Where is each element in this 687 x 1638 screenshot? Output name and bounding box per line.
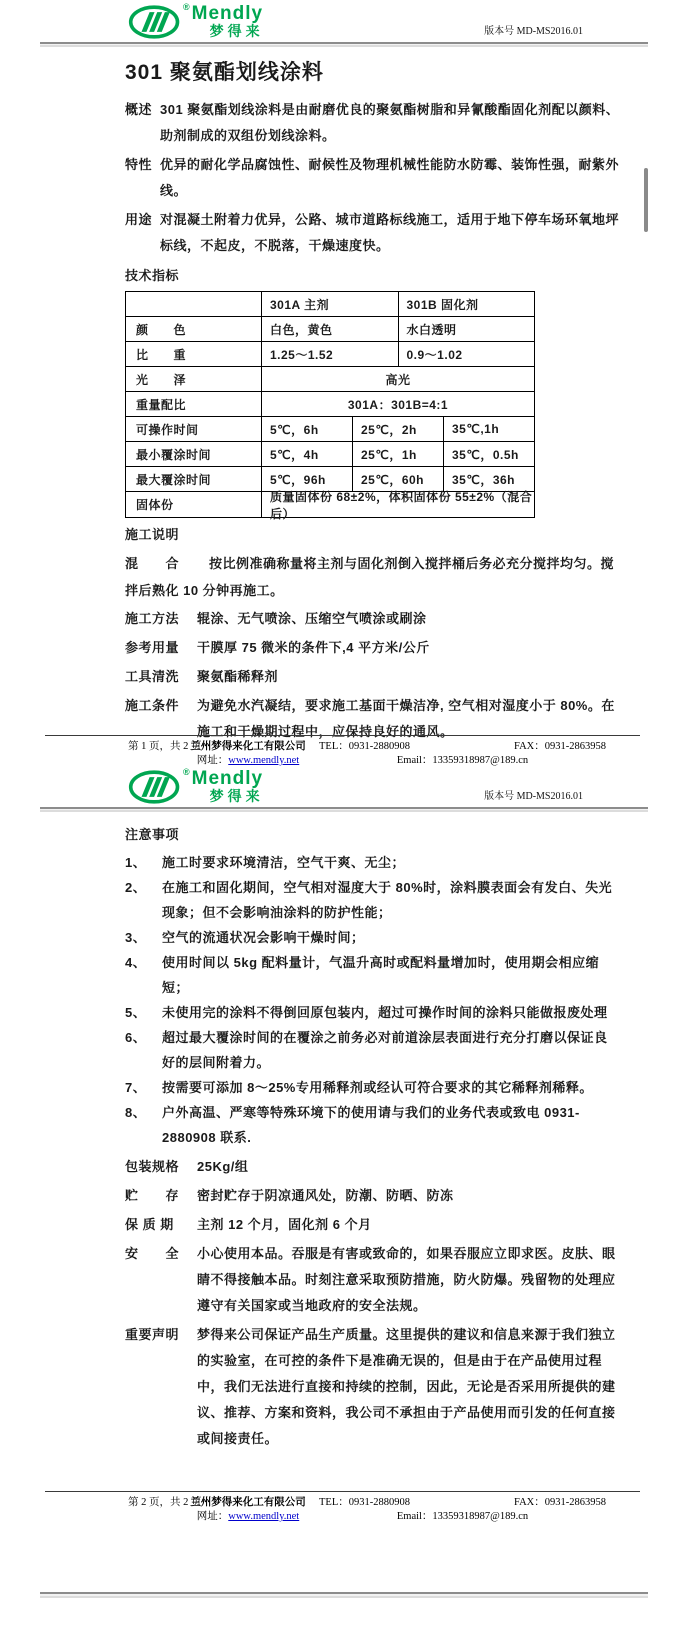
- detail-item: [125, 1183, 620, 1209]
- detail-item: [125, 1212, 620, 1238]
- page-title: 301 聚氨酯划线涂料: [125, 61, 324, 84]
- note-number: 6、: [125, 1030, 147, 1045]
- tech-specs-heading: 技术指标: [125, 268, 180, 283]
- fax: FAX：0931-2863958: [514, 741, 606, 752]
- detail-item: [125, 1322, 620, 1452]
- note-number: 7、: [125, 1080, 147, 1095]
- table-row: [126, 292, 534, 317]
- page-1: [40, 0, 648, 765]
- website-link[interactable]: www.mendly.net: [228, 1511, 300, 1522]
- section-label: 概述: [125, 102, 153, 117]
- detail-text: 25Kg/组: [197, 1159, 249, 1174]
- row-label: 固体份: [136, 498, 174, 512]
- table-cell: 25℃，1h: [352, 442, 443, 466]
- page-number: 第 2 页，共 2 页: [128, 1497, 202, 1508]
- detail-text: 密封贮存于阴凉通风处，防潮、防晒、防冻: [197, 1188, 454, 1203]
- bottom-page-edge: [40, 1592, 648, 1598]
- table-cell: 301A：301B=4:1: [347, 397, 449, 412]
- note-number: 1、: [125, 855, 147, 870]
- table-cell: 质量固体份 68±2%，体积固体份 55±2%（混合后）: [270, 489, 533, 521]
- table-row: [126, 342, 534, 367]
- section-label: 特性: [125, 157, 153, 172]
- note-text: 施工时要求环境清洁，空气干爽、无尘；: [162, 855, 406, 870]
- table-cell: 水白透明: [398, 317, 535, 341]
- section-text: 优异的耐化学品腐蚀性、耐候性及物理机械性能防水防霉、装饰性强，耐紫外线。: [160, 157, 620, 198]
- table-row: [126, 417, 534, 442]
- construction-heading: 施工说明: [125, 527, 180, 542]
- note-number: 5、: [125, 1005, 147, 1020]
- mendly-logo-icon: [128, 4, 182, 40]
- row-label: 最大覆涂时间: [136, 472, 212, 487]
- company-name: 兰州梦得来化工有限公司: [190, 741, 306, 752]
- table-row: [126, 367, 534, 392]
- row-label: 光 泽: [136, 372, 187, 387]
- row-label: 重量配比: [136, 397, 187, 412]
- construction-text: 辊涂、无气喷涂、压缩空气喷涂或刷涂: [197, 611, 427, 626]
- mix-text: 按比例准确称量将主剂与固化剂倒入搅拌桶后务必充分搅拌均匀。搅拌后熟化 10 分钟再施工。: [125, 556, 615, 598]
- brand-name-cn: 梦得来: [209, 23, 264, 39]
- table-cell: 301A 主剂: [270, 297, 330, 312]
- detail-text: 主剂 12 个月，固化剂 6 个月: [197, 1217, 372, 1232]
- note-text: 空气的流通状况会影响干燥时间；: [162, 930, 365, 945]
- table-cell: 25℃，2h: [352, 417, 443, 441]
- brand-name-en: Mendly: [191, 3, 264, 24]
- note-item: [125, 1075, 620, 1100]
- construction-label: 施工方法: [125, 611, 180, 626]
- construction-text: 为避免水汽凝结，要求施工基面干燥洁净, 空气相对湿度小于 80%。在施工和干燥期过程中，应保持良好的通风。: [197, 698, 615, 739]
- note-number: 4、: [125, 955, 147, 970]
- section-text: 对混凝土附着力优异，公路、城市道路标线施工，适用于地下停车场环氧地坪标线，不起皮，不脱落，干燥速度快。: [160, 212, 620, 253]
- construction-item: [125, 635, 620, 661]
- note-text: 使用时间以 5kg 配料量计，气温升高时或配料量增加时，使用期会相应缩短；: [162, 955, 600, 995]
- table-cell: 5℃，96h: [270, 472, 326, 487]
- note-number: 2、: [125, 880, 147, 895]
- mendly-logo: [128, 769, 264, 805]
- tel: TEL：0931-2880908: [319, 1497, 410, 1508]
- table-cell: 5℃，6h: [270, 422, 319, 437]
- page-footer: [40, 1491, 648, 1524]
- note-text: 超过最大覆涂时间的在覆涂之前务必对前道涂层表面进行充分打磨以保证良好的层间附着力。: [162, 1030, 608, 1070]
- table-row: [126, 489, 534, 521]
- table-row: [126, 442, 534, 467]
- row-label: 可操作时间: [136, 422, 199, 437]
- header-rule: [40, 42, 648, 47]
- website-label: 网址：: [196, 1511, 229, 1522]
- table-cell: 35℃，36h: [443, 467, 534, 491]
- detail-label: 包装规格: [125, 1159, 180, 1174]
- table-cell: 25℃，60h: [352, 467, 443, 491]
- email: Email：13359318987@189.cn: [396, 1511, 529, 1522]
- construction-text: 干膜厚 75 微米的条件下,4 平方米/公斤: [197, 640, 430, 655]
- table-cell: 35℃,1h: [443, 417, 534, 441]
- note-item: [125, 850, 620, 875]
- section-features: [125, 152, 620, 204]
- note-number: 8、: [125, 1105, 147, 1120]
- note-item: [125, 1000, 620, 1025]
- company-name: 兰州梦得来化工有限公司: [190, 1497, 306, 1508]
- registered-mark-icon: ®: [183, 767, 190, 777]
- registered-mark-icon: ®: [183, 2, 190, 12]
- section-overview: [125, 97, 620, 149]
- table-cell: 1.25～1.52: [270, 347, 334, 362]
- note-item: [125, 1025, 620, 1075]
- mix-label: 混 合: [125, 556, 180, 571]
- table-cell: 35℃，0.5h: [443, 442, 534, 466]
- page-1-header: [40, 0, 648, 42]
- note-text: 未使用完的涂料不得倒回原包装内，超过可操作时间的涂料只能做报废处理: [162, 1005, 608, 1020]
- tech-specs-table: [125, 291, 535, 521]
- construction-label: 施工条件: [125, 698, 180, 713]
- note-item: [125, 950, 620, 1000]
- fax: FAX：0931-2863958: [514, 1497, 606, 1508]
- detail-label: 保 质 期: [125, 1217, 174, 1232]
- detail-label: 重要声明: [125, 1327, 180, 1342]
- email: Email：13359318987@189.cn: [396, 755, 529, 766]
- table-cell: 5℃，4h: [270, 447, 319, 462]
- notes-heading: 注意事项: [125, 827, 180, 842]
- construction-item: [125, 664, 620, 690]
- detail-item: [125, 1154, 620, 1180]
- note-number: 3、: [125, 930, 147, 945]
- table-cell: 0.9～1.02: [398, 342, 535, 366]
- construction-label: 工具清洗: [125, 669, 180, 684]
- mix-paragraph: [125, 550, 620, 604]
- note-item: [125, 875, 620, 925]
- construction-item: [125, 606, 620, 632]
- tel: TEL：0931-2880908: [319, 741, 410, 752]
- scrollbar-thumb[interactable]: [644, 168, 648, 232]
- mendly-logo-icon: [128, 769, 182, 805]
- table-cell: 高光: [385, 372, 411, 387]
- row-label: [126, 292, 261, 316]
- row-label: 最小覆涂时间: [136, 447, 212, 462]
- row-label: 比 重: [136, 347, 187, 362]
- note-text: 按需要可添加 8～25%专用稀释剂或经认可符合要求的其它稀释剂稀释。: [162, 1080, 593, 1095]
- table-cell: 301B 固化剂: [398, 292, 535, 316]
- page-2: [40, 765, 648, 1638]
- website-link[interactable]: www.mendly.net: [228, 755, 300, 766]
- mendly-logo: [128, 4, 264, 40]
- page-footer: [40, 735, 648, 768]
- section-label: 用途: [125, 212, 153, 227]
- section-text: 301 聚氨酯划线涂料是由耐磨优良的聚氨酯树脂和异氰酸酯固化剂配以颜料、助剂制成的双组份划线涂料。: [160, 102, 620, 143]
- note-item: [125, 1100, 620, 1150]
- detail-item: [125, 1241, 620, 1319]
- section-usage: [125, 207, 620, 259]
- row-label: 颜 色: [136, 322, 187, 337]
- table-row: [126, 317, 534, 342]
- construction-text: 聚氨酯稀释剂: [197, 669, 279, 684]
- table-row: [126, 392, 534, 417]
- detail-text: 小心使用本品。吞服是有害或致命的，如果吞服应立即求医。皮肤、眼睛不得接触本品。时刻注意采取预防措施，防火防爆。残留物的处理应遵守有关国家或当地政府的安全法规。: [197, 1246, 616, 1313]
- website-label: 网址：: [196, 755, 229, 766]
- version-label: 版本号 MD-MS2016.01: [484, 26, 583, 37]
- table-cell: 白色，黄色: [270, 322, 333, 337]
- construction-label: 参考用量: [125, 640, 180, 655]
- brand-name-cn: 梦得来: [209, 788, 264, 804]
- detail-text: 梦得来公司保证产品生产质量。这里提供的建议和信息来源于我们独立的实验室，在可控的条件下是准确无误的，但是由于在产品使用过程中，我们无法进行直接和持续的控制，因此，无论是否采用所提供的建议、推荐、方案和资料，我公司不承担由于产品使用而引发的任何直接或间接责任。: [197, 1327, 616, 1446]
- page-number: 第 1 页，共 2 页: [128, 741, 202, 752]
- note-item: [125, 925, 620, 950]
- note-text: 户外高温、严寒等特殊环境下的使用请与我们的业务代表或致电 0931-2880908 联系.: [162, 1105, 580, 1145]
- page-2-header: [40, 765, 648, 807]
- detail-label: 贮 存: [125, 1188, 180, 1203]
- detail-label: 安 全: [125, 1246, 180, 1261]
- header-rule: [40, 807, 648, 812]
- version-label: 版本号 MD-MS2016.01: [484, 791, 583, 802]
- brand-name-en: Mendly: [191, 768, 264, 789]
- note-text: 在施工和固化期间，空气相对湿度大于 80%时，涂料膜表面会有发白、失光现象；但不会影响油涂料的防护性能；: [162, 880, 613, 920]
